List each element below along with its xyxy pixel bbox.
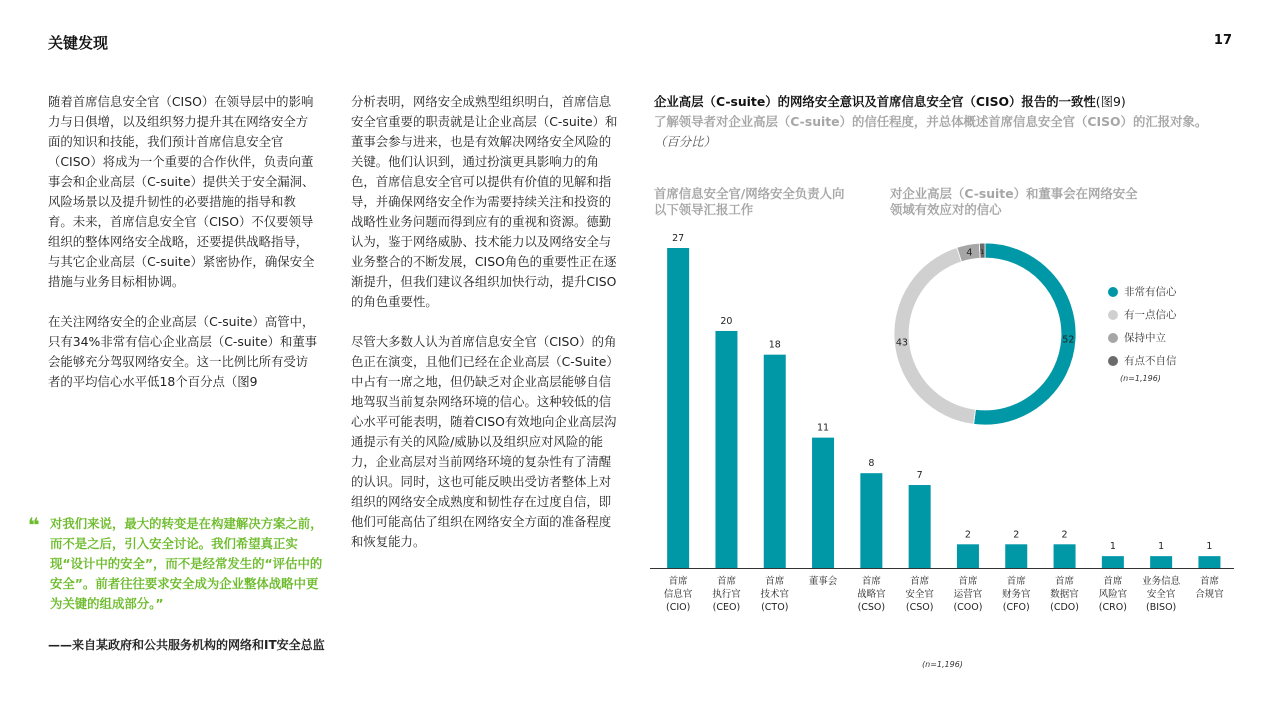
figure-subtitle-text: 了解领导者对企业高层（C-suite）的信任程度，并总体概述首席信息安全官（CISO）的汇报对象。 — [654, 114, 1208, 129]
paragraph: 在关注网络安全的企业高层（C-suite）高管中，只有34%非常有信心企业高层（C-suite）和董事会能够充分驾驭网络安全。这一比例比所有受访者的平均信心水平低18个百分点（图9 — [48, 314, 318, 389]
section-title: 关键发现 — [48, 34, 109, 52]
bar — [1005, 544, 1027, 568]
bar-value-label: 1 — [1158, 541, 1165, 553]
legend-label: 非常有信心 — [1124, 286, 1177, 298]
quote-mark-icon: ❝ — [28, 513, 40, 537]
figure-number: (图9) — [1095, 94, 1126, 109]
legend-swatch — [1108, 356, 1118, 366]
slice-value-label: 52 — [1062, 334, 1075, 346]
bar-value-label: 2 — [1061, 529, 1068, 541]
slice-value-label: 43 — [895, 337, 908, 349]
category-label: 首席执行官(CEO) — [712, 576, 741, 613]
category-label: 业务信息安全官(BISO) — [1142, 576, 1181, 613]
bar-value-label: 2 — [964, 529, 971, 541]
donut-chart — [880, 232, 1090, 442]
bar-n-note: (n=1,196) — [922, 660, 963, 669]
body-column-2 — [351, 92, 621, 572]
bar — [1054, 544, 1076, 568]
donut-slice — [974, 243, 1076, 425]
category-label: 首席运营官(COO) — [953, 576, 983, 613]
figure-subtitle — [654, 112, 1244, 152]
quote-attribution: ——来自某政府和公共服务机构的网络和IT安全总监 — [48, 638, 325, 652]
slice-value-label: 4 — [966, 247, 973, 259]
category-label: 首席安全官(CSO) — [905, 576, 934, 613]
bar — [1150, 556, 1172, 568]
bar-chart-subtitle: 首席信息安全官/网络安全负责人向以下领导汇报工作 — [654, 186, 845, 217]
bar — [1102, 556, 1124, 568]
legend-item — [1108, 280, 1177, 303]
bar-value-label: 18 — [768, 339, 781, 351]
donut-legend — [1108, 280, 1177, 383]
bar — [860, 473, 882, 568]
bar — [957, 544, 979, 568]
bar-value-label: 1 — [1206, 541, 1213, 553]
category-label: 首席合规官 — [1195, 576, 1224, 600]
bar-value-label: 27 — [672, 233, 685, 244]
bar — [1198, 556, 1220, 568]
donut-n-note: (n=1,196) — [1120, 374, 1161, 383]
bar — [715, 331, 737, 568]
figure-title-text: 企业高层（C-suite）的网络安全意识及首席信息安全官（CISO）报告的一致性 — [654, 94, 1096, 109]
bar-value-label: 11 — [817, 422, 830, 434]
category-label: 首席风险官(CRO) — [1098, 576, 1128, 613]
legend-label: 有点不自信 — [1124, 355, 1177, 367]
legend-item — [1108, 349, 1177, 372]
bar-value-label: 2 — [1013, 529, 1020, 541]
paragraph: 随着首席信息安全官（CISO）在领导层中的影响力与日俱增，以及组织努力提升其在网络安全方面的知识和技能，我们预计首席信息安全官（CISO）将成为一个重要的合作伙伴，负责向董事会和企业高层（C-suite）提供关于安全漏洞、风险场景以及提升韧性的必要措施的指导和教育。未来，首席信息安全官（CISO）不仅要领导组织的整体网络安全战略，还要提供战略指导，与其它企业高层（C-suite）紧密协作，确保安全措施与业务目标相协调。 — [48, 94, 315, 289]
figure-unit: （百分比） — [654, 134, 716, 149]
bar-value-label: 8 — [868, 458, 875, 470]
quote-text: 对我们来说，最大的转变是在构建解决方案之前，而不是之后，引入安全讨论。我们希望真正实现“设计中的安全”，而不是经常发生的“评估中的安全”。前者往往要求安全成为企业整体战略中更为关键的组成部分。” — [50, 516, 323, 611]
legend-swatch — [1108, 310, 1118, 320]
donut-slice — [894, 247, 975, 424]
legend-label: 有一点信心 — [1124, 309, 1177, 321]
body-column-1 — [48, 92, 320, 412]
figure-title — [654, 92, 1244, 112]
category-label: 首席信息官(CIO) — [663, 576, 693, 613]
bar — [909, 485, 931, 568]
category-label: 首席技术官(CTO) — [760, 576, 790, 613]
category-label: 首席数据官(CDO) — [1050, 576, 1079, 613]
bar-value-label: 20 — [720, 315, 733, 327]
donut-chart-subtitle: 对企业高层（C-suite）和董事会在网络安全领域有效应对的信心 — [890, 186, 1138, 217]
bar — [764, 355, 786, 568]
legend-label: 保持中立 — [1124, 332, 1166, 344]
category-label: 首席财务官(CFO) — [1001, 576, 1031, 613]
category-label: 首席战略官(CSO) — [857, 576, 886, 613]
legend-item — [1108, 303, 1177, 326]
bar-value-label: 1 — [1109, 541, 1116, 553]
legend-item — [1108, 326, 1177, 349]
pull-quote — [30, 514, 330, 614]
page-number: 17 — [1213, 33, 1232, 48]
legend-swatch — [1108, 333, 1118, 343]
bar — [667, 248, 689, 568]
category-label: 董事会 — [808, 576, 838, 587]
bar — [812, 438, 834, 568]
bar-value-label: 7 — [916, 470, 923, 482]
legend-swatch — [1108, 287, 1118, 297]
paragraph: 尽管大多数人认为首席信息安全官（CISO）的角色正在演变，且他们已经在企业高层（C-Suite）中占有一席之地，但仍缺乏对企业高层能够自信地驾驭当前复杂网络环境的信心。这种较低的信心水平可能表明，随着CISO有效地向企业高层沟通提示有关的风险/威胁以及组织应对风险的能力，企业高层对当前网络环境的复杂性有了清醒的认识。同时，这也可能反映出受访者整体上对组织的网络安全成熟度和韧性存在过度自信，即他们可能高估了组织在网络安全方面的准备程度和恢复能力。 — [351, 334, 619, 549]
slice-value-label: 1 — [980, 248, 985, 257]
paragraph: 分析表明，网络安全成熟型组织明白，首席信息安全官重要的职责就是让企业高层（C-suite）和董事会参与进来，也是有效解决网络安全风险的关键。他们认识到，通过扮演更具影响力的角色，首席信息安全官可以提供有价值的见解和指导，并确保网络安全作为需要持续关注和投资的战略性业务问题而得到应有的重视和资源。德勤认为，鉴于网络威胁、技术能力以及网络安全与业务整合的不断发展，CISO角色的重要性正在逐渐提升，但我们建议各组织加快行动，提升CISO的角色重要性。 — [351, 94, 618, 309]
